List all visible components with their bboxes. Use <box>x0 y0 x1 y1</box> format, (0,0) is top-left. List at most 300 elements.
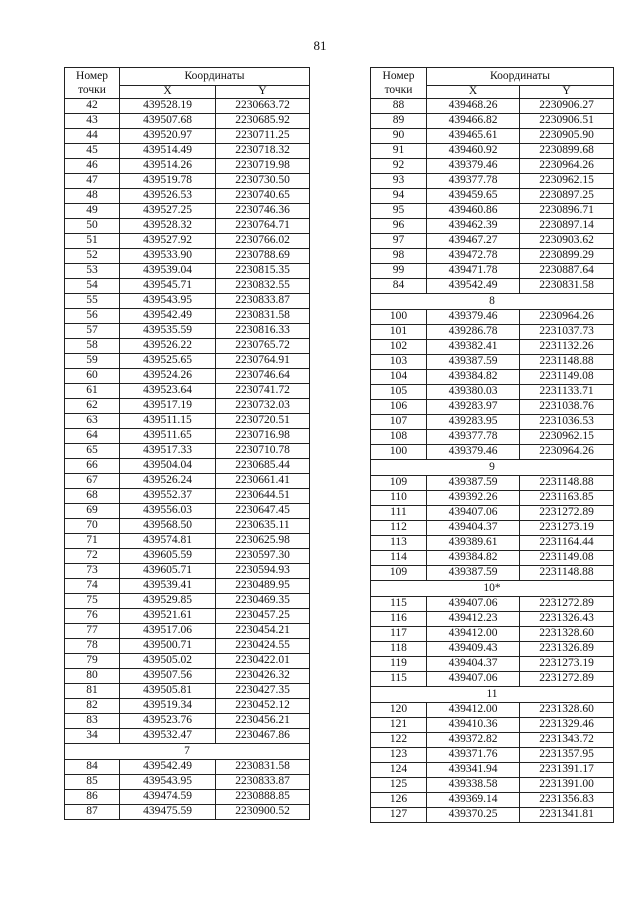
x-coordinate-cell: 439527.25 <box>120 204 216 219</box>
y-coordinate-cell: 2231148.88 <box>520 355 614 370</box>
point-number-cell: 80 <box>65 669 120 684</box>
table-row <box>371 370 614 385</box>
y-coordinate-cell: 2230746.64 <box>216 369 310 384</box>
y-coordinate-cell: 2230905.90 <box>520 129 614 144</box>
table-row <box>371 129 614 144</box>
y-coordinate-cell: 2231329.46 <box>520 718 614 733</box>
table-row <box>371 703 614 718</box>
y-coordinate-cell: 2231356.83 <box>520 793 614 808</box>
y-coordinate-cell: 2230906.51 <box>520 114 614 129</box>
point-number-cell: 89 <box>371 114 427 129</box>
x-coordinate-cell: 439542.49 <box>120 309 216 324</box>
y-coordinate-cell: 2231326.43 <box>520 612 614 627</box>
y-coordinate-cell: 2230489.95 <box>216 579 310 594</box>
y-coordinate-cell: 2231328.60 <box>520 627 614 642</box>
y-coordinate-cell: 2230730.50 <box>216 174 310 189</box>
y-coordinate-cell: 2230719.98 <box>216 159 310 174</box>
point-number-cell: 112 <box>371 521 427 536</box>
x-coordinate-cell: 439407.06 <box>427 506 520 521</box>
point-number-cell: 60 <box>65 369 120 384</box>
point-number-cell: 115 <box>371 672 427 687</box>
y-coordinate-cell: 2231272.89 <box>520 506 614 521</box>
point-number-header-line2: точки <box>78 84 106 96</box>
point-number-cell: 124 <box>371 763 427 778</box>
table-row <box>371 204 614 219</box>
point-number-cell: 98 <box>371 249 427 264</box>
point-number-cell: 127 <box>371 808 427 823</box>
x-coordinate-cell: 439523.76 <box>120 714 216 729</box>
y-coordinate-cell: 2230900.52 <box>216 805 310 820</box>
point-number-header-line2: точки <box>384 84 413 96</box>
y-coordinate-cell: 2230422.01 <box>216 654 310 669</box>
point-number-cell: 126 <box>371 793 427 808</box>
y-coordinate-cell: 2230962.15 <box>520 174 614 189</box>
table-row <box>65 114 310 129</box>
point-number-cell: 48 <box>65 189 120 204</box>
x-coordinate-cell: 439528.32 <box>120 219 216 234</box>
y-coordinate-cell: 2230887.64 <box>520 264 614 279</box>
point-number-cell: 117 <box>371 627 427 642</box>
x-coordinate-cell: 439517.06 <box>120 624 216 639</box>
point-number-cell: 75 <box>65 594 120 609</box>
table-row <box>65 369 310 384</box>
x-coordinate-cell: 439382.41 <box>427 340 520 355</box>
y-coordinate-cell: 2230647.45 <box>216 504 310 519</box>
x-coordinate-cell: 439286.78 <box>427 325 520 340</box>
table-row <box>371 325 614 340</box>
table-row <box>371 400 614 415</box>
y-coordinate-cell: 2230896.71 <box>520 204 614 219</box>
x-column-header: X <box>427 86 520 99</box>
x-coordinate-cell: 439517.19 <box>120 399 216 414</box>
x-coordinate-cell: 439527.92 <box>120 234 216 249</box>
table-row <box>65 204 310 219</box>
x-coordinate-cell: 439514.49 <box>120 144 216 159</box>
table-row <box>371 642 614 657</box>
table-row <box>371 114 614 129</box>
y-coordinate-cell: 2231391.00 <box>520 778 614 793</box>
table-row <box>65 534 310 549</box>
table-row <box>65 234 310 249</box>
coordinates-header: Координаты <box>120 68 310 86</box>
y-coordinate-cell: 2230833.87 <box>216 294 310 309</box>
y-coordinate-cell: 2230597.30 <box>216 549 310 564</box>
point-number-cell: 73 <box>65 564 120 579</box>
point-number-cell: 74 <box>65 579 120 594</box>
point-number-cell: 54 <box>65 279 120 294</box>
table-row <box>371 808 614 823</box>
x-coordinate-cell: 439283.95 <box>427 415 520 430</box>
y-coordinate-cell: 2231149.08 <box>520 551 614 566</box>
table-row <box>65 279 310 294</box>
table-row <box>371 763 614 778</box>
y-coordinate-cell: 2230906.27 <box>520 99 614 114</box>
x-coordinate-cell: 439412.00 <box>427 627 520 642</box>
table-row <box>65 609 310 624</box>
table-row <box>371 219 614 234</box>
table-row <box>371 612 614 627</box>
point-number-header <box>65 68 120 99</box>
y-coordinate-cell: 2231326.89 <box>520 642 614 657</box>
x-coordinate-cell: 439387.59 <box>427 476 520 491</box>
y-coordinate-cell: 2231391.17 <box>520 763 614 778</box>
x-coordinate-cell: 439384.82 <box>427 551 520 566</box>
section-label: 9 <box>371 460 614 476</box>
y-coordinate-cell: 2231328.60 <box>520 703 614 718</box>
point-number-cell: 72 <box>65 549 120 564</box>
x-coordinate-cell: 439523.64 <box>120 384 216 399</box>
point-number-cell: 108 <box>371 430 427 445</box>
y-coordinate-cell: 2230469.35 <box>216 594 310 609</box>
x-coordinate-cell: 439574.81 <box>120 534 216 549</box>
x-coordinate-cell: 439517.33 <box>120 444 216 459</box>
y-coordinate-cell: 2231357.95 <box>520 748 614 763</box>
point-number-cell: 68 <box>65 489 120 504</box>
point-number-cell: 88 <box>371 99 427 114</box>
table-row <box>65 729 310 744</box>
table-row <box>371 597 614 612</box>
table-row <box>371 521 614 536</box>
y-coordinate-cell: 2231038.76 <box>520 400 614 415</box>
x-coordinate-cell: 439380.03 <box>427 385 520 400</box>
y-coordinate-cell: 2230903.62 <box>520 234 614 249</box>
point-number-cell: 52 <box>65 249 120 264</box>
y-coordinate-cell: 2230964.26 <box>520 445 614 460</box>
section-row <box>371 581 614 597</box>
point-number-cell: 71 <box>65 534 120 549</box>
point-number-cell: 96 <box>371 219 427 234</box>
x-coordinate-cell: 439466.82 <box>427 114 520 129</box>
x-coordinate-cell: 439507.68 <box>120 114 216 129</box>
x-coordinate-cell: 439532.47 <box>120 729 216 744</box>
y-coordinate-cell: 2230888.85 <box>216 790 310 805</box>
point-number-cell: 66 <box>65 459 120 474</box>
x-coordinate-cell: 439412.00 <box>427 703 520 718</box>
table-row <box>371 144 614 159</box>
y-coordinate-cell: 2230788.69 <box>216 249 310 264</box>
point-number-cell: 57 <box>65 324 120 339</box>
y-coordinate-cell: 2230897.25 <box>520 189 614 204</box>
point-number-cell: 107 <box>371 415 427 430</box>
table-row <box>65 309 310 324</box>
y-coordinate-cell: 2231133.71 <box>520 385 614 400</box>
table-row <box>65 519 310 534</box>
x-coordinate-cell: 439387.59 <box>427 566 520 581</box>
table-row <box>371 189 614 204</box>
y-coordinate-cell: 2231149.08 <box>520 370 614 385</box>
x-coordinate-cell: 439519.78 <box>120 174 216 189</box>
y-coordinate-cell: 2231341.81 <box>520 808 614 823</box>
y-coordinate-cell: 2230964.26 <box>520 310 614 325</box>
table-row <box>371 778 614 793</box>
x-coordinate-cell: 439542.49 <box>120 760 216 775</box>
x-coordinate-cell: 439539.41 <box>120 579 216 594</box>
y-coordinate-cell: 2230711.25 <box>216 129 310 144</box>
y-coordinate-cell: 2230897.14 <box>520 219 614 234</box>
point-number-cell: 34 <box>65 729 120 744</box>
y-coordinate-cell: 2230764.71 <box>216 219 310 234</box>
section-label: 8 <box>371 294 614 310</box>
x-coordinate-cell: 439474.59 <box>120 790 216 805</box>
x-coordinate-cell: 439377.78 <box>427 430 520 445</box>
point-number-cell: 110 <box>371 491 427 506</box>
section-label: 10* <box>371 581 614 597</box>
table-row <box>65 444 310 459</box>
point-number-cell: 122 <box>371 733 427 748</box>
y-coordinate-cell: 2230899.29 <box>520 249 614 264</box>
x-coordinate-cell: 439341.94 <box>427 763 520 778</box>
y-coordinate-cell: 2230685.44 <box>216 459 310 474</box>
y-coordinate-cell: 2230740.65 <box>216 189 310 204</box>
table-row <box>65 189 310 204</box>
table-row <box>65 594 310 609</box>
table-row <box>371 430 614 445</box>
y-coordinate-cell: 2230716.98 <box>216 429 310 444</box>
table-row <box>65 99 310 114</box>
y-coordinate-cell: 2231163.85 <box>520 491 614 506</box>
y-coordinate-cell: 2230831.58 <box>216 760 310 775</box>
table-row <box>65 489 310 504</box>
y-coordinate-cell: 2230746.36 <box>216 204 310 219</box>
x-coordinate-cell: 439379.46 <box>427 310 520 325</box>
table-row <box>371 566 614 581</box>
y-coordinate-cell: 2230454.21 <box>216 624 310 639</box>
x-coordinate-cell: 439543.95 <box>120 294 216 309</box>
section-row <box>65 744 310 760</box>
table-row <box>371 627 614 642</box>
table-row <box>65 294 310 309</box>
table-row <box>371 718 614 733</box>
x-coordinate-cell: 439543.95 <box>120 775 216 790</box>
y-coordinate-cell: 2230710.78 <box>216 444 310 459</box>
section-row <box>371 460 614 476</box>
point-number-header-line1: Номер <box>382 69 415 82</box>
y-coordinate-cell: 2230741.72 <box>216 384 310 399</box>
point-number-cell: 97 <box>371 234 427 249</box>
y-coordinate-cell: 2230663.72 <box>216 99 310 114</box>
table-row <box>65 339 310 354</box>
table-row <box>65 790 310 805</box>
section-row <box>371 294 614 310</box>
section-label: 7 <box>65 744 310 760</box>
table-row <box>371 415 614 430</box>
x-coordinate-cell: 439410.36 <box>427 718 520 733</box>
point-number-cell: 120 <box>371 703 427 718</box>
point-number-cell: 49 <box>65 204 120 219</box>
x-coordinate-cell: 439525.65 <box>120 354 216 369</box>
x-coordinate-cell: 439533.90 <box>120 249 216 264</box>
point-number-cell: 101 <box>371 325 427 340</box>
point-number-cell: 70 <box>65 519 120 534</box>
x-coordinate-cell: 439379.46 <box>427 445 520 460</box>
x-coordinate-cell: 439471.78 <box>427 264 520 279</box>
y-coordinate-cell: 2231132.26 <box>520 340 614 355</box>
point-number-cell: 44 <box>65 129 120 144</box>
x-coordinate-cell: 439605.71 <box>120 564 216 579</box>
table-row <box>65 504 310 519</box>
y-coordinate-cell: 2231272.89 <box>520 672 614 687</box>
table-row <box>65 249 310 264</box>
point-number-cell: 56 <box>65 309 120 324</box>
table-row <box>65 429 310 444</box>
point-number-cell: 85 <box>65 775 120 790</box>
y-coordinate-cell: 2231164.44 <box>520 536 614 551</box>
table-row <box>371 657 614 672</box>
table-row <box>65 760 310 775</box>
point-number-cell: 53 <box>65 264 120 279</box>
x-coordinate-cell: 439475.59 <box>120 805 216 820</box>
x-coordinate-cell: 439504.04 <box>120 459 216 474</box>
y-coordinate-cell: 2230766.02 <box>216 234 310 249</box>
table-row <box>371 174 614 189</box>
table-row <box>371 793 614 808</box>
section-row <box>371 687 614 703</box>
point-number-cell: 78 <box>65 639 120 654</box>
point-number-header <box>371 68 427 99</box>
table-row <box>65 564 310 579</box>
y-coordinate-cell: 2230899.68 <box>520 144 614 159</box>
point-number-cell: 51 <box>65 234 120 249</box>
table-row <box>65 639 310 654</box>
table-row <box>65 144 310 159</box>
y-coordinate-cell: 2230625.98 <box>216 534 310 549</box>
point-number-cell: 46 <box>65 159 120 174</box>
table-row <box>65 624 310 639</box>
table-row <box>65 699 310 714</box>
x-coordinate-cell: 439526.24 <box>120 474 216 489</box>
y-coordinate-cell: 2230644.51 <box>216 489 310 504</box>
y-coordinate-cell: 2230661.41 <box>216 474 310 489</box>
table-row <box>371 672 614 687</box>
y-coordinate-cell: 2230452.12 <box>216 699 310 714</box>
x-coordinate-cell: 439377.78 <box>427 174 520 189</box>
x-coordinate-cell: 439465.61 <box>427 129 520 144</box>
y-coordinate-cell: 2231343.72 <box>520 733 614 748</box>
point-number-cell: 87 <box>65 805 120 820</box>
point-number-cell: 67 <box>65 474 120 489</box>
y-coordinate-cell: 2230732.03 <box>216 399 310 414</box>
point-number-cell: 113 <box>371 536 427 551</box>
y-coordinate-cell: 2230685.92 <box>216 114 310 129</box>
table-row <box>65 684 310 699</box>
point-number-cell: 114 <box>371 551 427 566</box>
table-row <box>65 654 310 669</box>
point-number-cell: 100 <box>371 445 427 460</box>
page-number: 81 <box>313 38 327 53</box>
x-coordinate-cell: 439529.85 <box>120 594 216 609</box>
y-coordinate-cell: 2230427.35 <box>216 684 310 699</box>
point-number-cell: 76 <box>65 609 120 624</box>
point-number-cell: 92 <box>371 159 427 174</box>
x-coordinate-cell: 439514.26 <box>120 159 216 174</box>
x-coordinate-cell: 439535.59 <box>120 324 216 339</box>
y-coordinate-cell: 2231273.19 <box>520 657 614 672</box>
y-coordinate-cell: 2230816.33 <box>216 324 310 339</box>
x-coordinate-cell: 439370.25 <box>427 808 520 823</box>
point-number-cell: 116 <box>371 612 427 627</box>
table-row <box>65 459 310 474</box>
point-number-cell: 79 <box>65 654 120 669</box>
table-row <box>371 279 614 294</box>
table-row <box>371 748 614 763</box>
x-coordinate-cell: 439542.49 <box>427 279 520 294</box>
table-row <box>65 159 310 174</box>
point-number-cell: 109 <box>371 476 427 491</box>
table-row <box>65 399 310 414</box>
x-coordinate-cell: 439505.81 <box>120 684 216 699</box>
point-number-cell: 119 <box>371 657 427 672</box>
point-number-cell: 69 <box>65 504 120 519</box>
x-coordinate-cell: 439392.26 <box>427 491 520 506</box>
table-row <box>65 579 310 594</box>
table-row <box>371 476 614 491</box>
table-row <box>65 174 310 189</box>
x-coordinate-cell: 439379.46 <box>427 159 520 174</box>
y-coordinate-cell: 2230594.93 <box>216 564 310 579</box>
table-row <box>65 324 310 339</box>
x-coordinate-cell: 439460.86 <box>427 204 520 219</box>
x-coordinate-cell: 439468.26 <box>427 99 520 114</box>
table-row <box>371 551 614 566</box>
table-row <box>371 249 614 264</box>
x-coordinate-cell: 439568.50 <box>120 519 216 534</box>
point-number-cell: 55 <box>65 294 120 309</box>
y-coordinate-cell: 2230426.32 <box>216 669 310 684</box>
point-number-cell: 100 <box>371 310 427 325</box>
y-coordinate-cell: 2230832.55 <box>216 279 310 294</box>
y-coordinate-cell: 2230765.72 <box>216 339 310 354</box>
x-column-header: X <box>120 86 216 99</box>
x-coordinate-cell: 439467.27 <box>427 234 520 249</box>
table-row <box>65 775 310 790</box>
point-number-cell: 90 <box>371 129 427 144</box>
x-coordinate-cell: 439521.61 <box>120 609 216 624</box>
x-coordinate-cell: 439545.71 <box>120 279 216 294</box>
y-coordinate-cell: 2230467.86 <box>216 729 310 744</box>
coordinates-table-right <box>370 67 614 823</box>
y-coordinate-cell: 2231036.53 <box>520 415 614 430</box>
x-coordinate-cell: 439462.39 <box>427 219 520 234</box>
x-coordinate-cell: 439459.65 <box>427 189 520 204</box>
point-number-cell: 123 <box>371 748 427 763</box>
x-coordinate-cell: 439389.61 <box>427 536 520 551</box>
point-number-cell: 104 <box>371 370 427 385</box>
x-coordinate-cell: 439507.56 <box>120 669 216 684</box>
point-number-cell: 45 <box>65 144 120 159</box>
table-row <box>371 159 614 174</box>
y-coordinate-cell: 2230833.87 <box>216 775 310 790</box>
point-number-cell: 82 <box>65 699 120 714</box>
table-row <box>371 445 614 460</box>
point-number-cell: 115 <box>371 597 427 612</box>
y-coordinate-cell: 2230831.58 <box>520 279 614 294</box>
x-coordinate-cell: 439387.59 <box>427 355 520 370</box>
x-coordinate-cell: 439283.97 <box>427 400 520 415</box>
table-row <box>371 385 614 400</box>
x-coordinate-cell: 439552.37 <box>120 489 216 504</box>
y-coordinate-cell: 2230718.32 <box>216 144 310 159</box>
table-row <box>65 129 310 144</box>
y-coordinate-cell: 2230831.58 <box>216 309 310 324</box>
table-row <box>65 414 310 429</box>
y-coordinate-cell: 2230764.91 <box>216 354 310 369</box>
x-coordinate-cell: 439407.06 <box>427 597 520 612</box>
point-number-cell: 61 <box>65 384 120 399</box>
table-row <box>371 506 614 521</box>
table-row <box>65 219 310 234</box>
point-number-cell: 99 <box>371 264 427 279</box>
point-number-cell: 94 <box>371 189 427 204</box>
